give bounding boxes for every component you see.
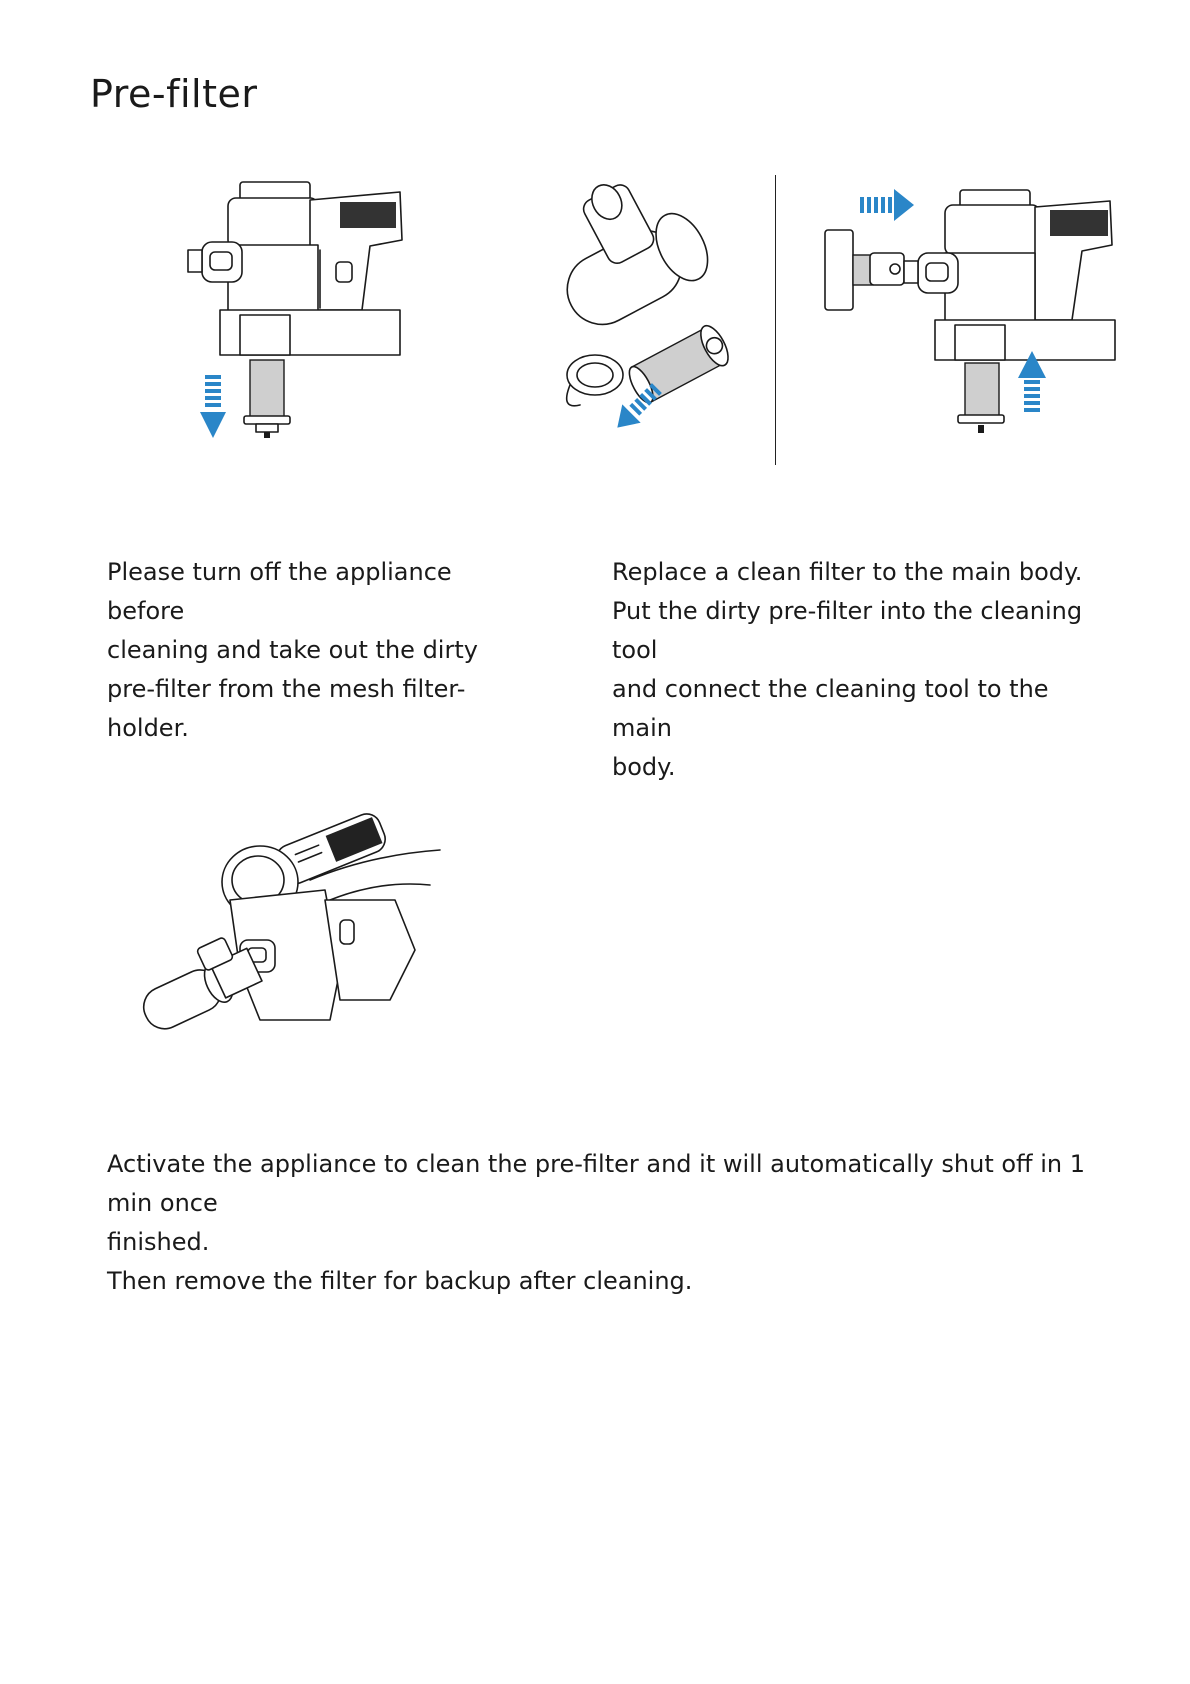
step-2-line: Put the dirty pre-filter into the cleaning tool bbox=[612, 597, 1083, 664]
step-3-instructions bbox=[107, 1145, 1107, 1301]
hand-activate-vacuum-illustration bbox=[130, 800, 450, 1060]
step-2-line: body. bbox=[612, 753, 676, 781]
step-3-line: finished. bbox=[107, 1228, 210, 1256]
step-3-line: Then remove the filter for backup after cleaning. bbox=[107, 1267, 693, 1295]
step-2-line: and connect the cleaning tool to the main bbox=[612, 675, 1049, 742]
vacuum-connect-tool-illustration bbox=[810, 185, 1120, 460]
step-3-line: Activate the appliance to clean the pre-filter and it will automatically shut off in 1 min once bbox=[107, 1150, 1085, 1217]
step-1-instructions bbox=[107, 553, 527, 748]
step-1-line: pre-filter from the mesh filter-holder. bbox=[107, 675, 466, 742]
step-2-instructions bbox=[612, 553, 1092, 787]
vacuum-remove-filter-illustration bbox=[170, 180, 430, 470]
page-title: Pre-filter bbox=[90, 72, 258, 116]
figure-divider bbox=[775, 175, 776, 465]
step-2-line: Replace a clean filter to the main body. bbox=[612, 558, 1083, 586]
cleaning-tool-insert-illustration bbox=[540, 175, 770, 445]
step-1-line: Please turn off the appliance before bbox=[107, 558, 452, 625]
step-1-line: cleaning and take out the dirty bbox=[107, 636, 478, 664]
